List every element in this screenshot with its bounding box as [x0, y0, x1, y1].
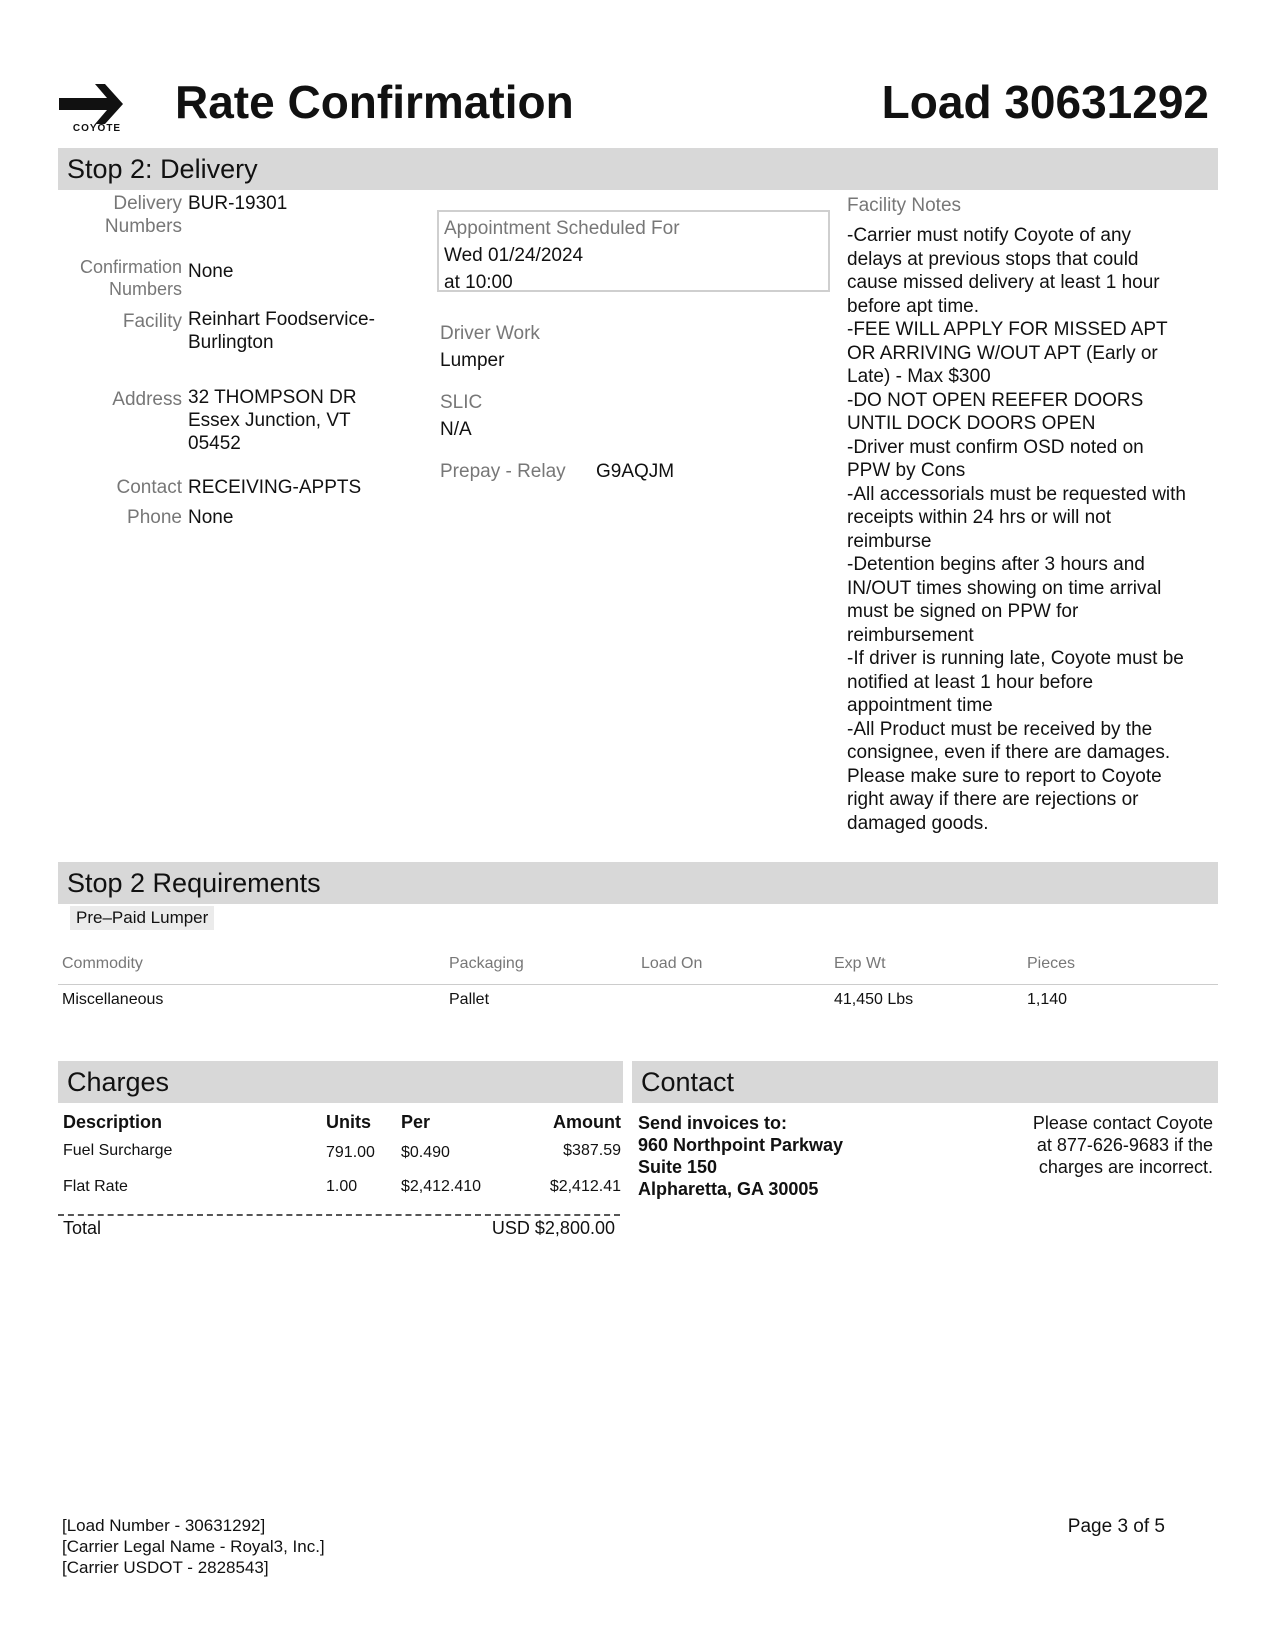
facility-note-line: delays at previous stops that could: [847, 248, 1139, 270]
charges-header-description: Description: [63, 1112, 163, 1132]
load-number-title: Load 30631292: [881, 76, 1209, 128]
table-divider: [58, 984, 1218, 985]
facility-note-line: IN/OUT times showing on time arrival: [847, 577, 1162, 599]
requirement-tag: Pre–Paid Lumper: [70, 906, 214, 930]
facility-notes-label: Facility Notes: [847, 195, 962, 216]
delivery-numbers-label: Delivery Numbers: [104, 193, 182, 237]
phone-label: Phone: [127, 507, 182, 528]
driver-work-label: Driver Work: [440, 323, 540, 344]
appointment-time: at 10:00: [444, 272, 513, 293]
facility-note-line: must be signed on PPW for: [847, 601, 1079, 622]
charge-amount: $2,412.41: [549, 1178, 621, 1195]
driver-work-value: Lumper: [440, 350, 505, 371]
slic-value: N/A: [440, 419, 472, 440]
address-label: Address: [112, 389, 182, 410]
facility-note-line: appointment time: [847, 695, 993, 716]
footer-carrier-info: [Load Number - 30631292] [Carrier Legal Name - Royal3, Inc.] [Carrier USDOT - 2828543]: [62, 1516, 325, 1577]
appointment-date: Wed 01/24/2024: [444, 245, 584, 266]
prepay-relay-label: Prepay - Relay: [440, 461, 566, 482]
slic-label: SLIC: [440, 392, 483, 413]
logo-wordmark: COYOTE: [72, 123, 122, 134]
charge-amount: $387.59: [563, 1142, 621, 1159]
confirmation-numbers-value: None: [188, 261, 234, 282]
contact-note: Please contact Coyote at 877-626-9683 if the charges are incorrect.: [1032, 1113, 1213, 1177]
column-header-load-on: Load On: [641, 955, 703, 972]
charge-per: $2,412.410: [401, 1178, 482, 1195]
requirements-heading: Stop 2 Requirements: [58, 862, 1218, 904]
facility-note-line: receipts within 24 hrs or will not: [847, 507, 1111, 528]
column-header-exp-wt: Exp Wt: [834, 955, 886, 972]
confirmation-numbers-label: Confirmation Numbers: [79, 257, 182, 299]
total-value: USD $2,800.00: [491, 1218, 615, 1238]
facility-note-line: notified at least 1 hour before: [847, 671, 1094, 693]
invoice-address: Send invoices to: 960 Northpoint Parkway Suite 150 Alpharetta, GA 30005: [638, 1113, 844, 1199]
charge-description: Fuel Surcharge: [63, 1142, 173, 1159]
appointment-box: [437, 210, 830, 292]
column-header-packaging: Packaging: [449, 955, 524, 972]
facility-note-line: Please make sure to report to Coyote: [847, 765, 1162, 787]
facility-notes: [847, 224, 1219, 835]
appointment-label: Appointment Scheduled For: [444, 218, 680, 239]
facility-note-line: right away if there are rejections or: [847, 789, 1139, 810]
charges-heading: Charges: [58, 1061, 623, 1103]
pieces-cell: 1,140: [1027, 991, 1068, 1008]
page-title: Rate Confirmation: [175, 76, 574, 128]
charge-description: Flat Rate: [63, 1178, 128, 1195]
contact-heading: Contact: [632, 1061, 1218, 1103]
facility-note-line: -FEE WILL APPLY FOR MISSED APT: [847, 319, 1168, 340]
total-divider: [58, 1214, 620, 1216]
charge-per: $0.490: [401, 1144, 450, 1161]
commodity-cell: Miscellaneous: [62, 991, 164, 1008]
facility-note-line: -If driver is running late, Coyote must be: [847, 648, 1184, 669]
exp-wt-cell: 41,450 Lbs: [834, 991, 914, 1008]
facility-note-line: reimbursement: [847, 624, 974, 646]
column-header-commodity: Commodity: [62, 955, 143, 972]
facility-note-line: -Detention begins after 3 hours and: [847, 554, 1145, 575]
facility-note-line: -All Product must be received by the: [847, 718, 1153, 740]
stop-heading: Stop 2: Delivery: [58, 148, 1218, 190]
contact-label: Contact: [116, 477, 182, 498]
facility-note-line: damaged goods.: [847, 812, 989, 834]
prepay-relay-value: G9AQJM: [596, 461, 675, 482]
facility-label: Facility: [122, 311, 182, 332]
facility-note-line: -Driver must confirm OSD noted on: [847, 436, 1144, 458]
address-value: 32 THOMPSON DR Essex Junction, VT 05452: [188, 387, 357, 454]
facility-note-line: consignee, even if there are damages.: [847, 742, 1171, 763]
facility-note-line: OR ARRIVING W/OUT APT (Early or: [847, 342, 1158, 364]
facility-note-line: -All accessorials must be requested with: [847, 483, 1186, 505]
facility-note-line: -Carrier must notify Coyote of any: [847, 225, 1132, 246]
facility-value: Reinhart Foodservice- Burlington: [188, 309, 375, 353]
charges-header-units: Units: [326, 1112, 371, 1132]
charges-header-per: Per: [401, 1112, 431, 1132]
page-number: Page 3 of 5: [1067, 1516, 1165, 1537]
delivery-numbers-value: BUR-19301: [188, 193, 288, 214]
facility-note-line: UNTIL DOCK DOORS OPEN: [847, 413, 1096, 434]
charge-units: 1.00: [326, 1178, 358, 1195]
contact-value: RECEIVING-APPTS: [188, 477, 362, 498]
column-header-pieces: Pieces: [1027, 955, 1076, 972]
facility-note-line: cause missed delivery at least 1 hour: [847, 272, 1160, 293]
charge-units: 791.00: [326, 1144, 375, 1161]
facility-note-line: -DO NOT OPEN REEFER DOORS: [847, 389, 1144, 411]
phone-value: None: [188, 507, 234, 528]
facility-note-line: PPW by Cons: [847, 460, 966, 481]
packaging-cell: Pallet: [449, 991, 490, 1008]
facility-note-line: reimburse: [847, 530, 932, 552]
facility-note-line: Late) - Max $300: [847, 366, 991, 387]
total-label: Total: [63, 1218, 102, 1238]
charges-header-amount: Amount: [553, 1112, 621, 1132]
facility-note-line: before apt time.: [847, 295, 980, 317]
